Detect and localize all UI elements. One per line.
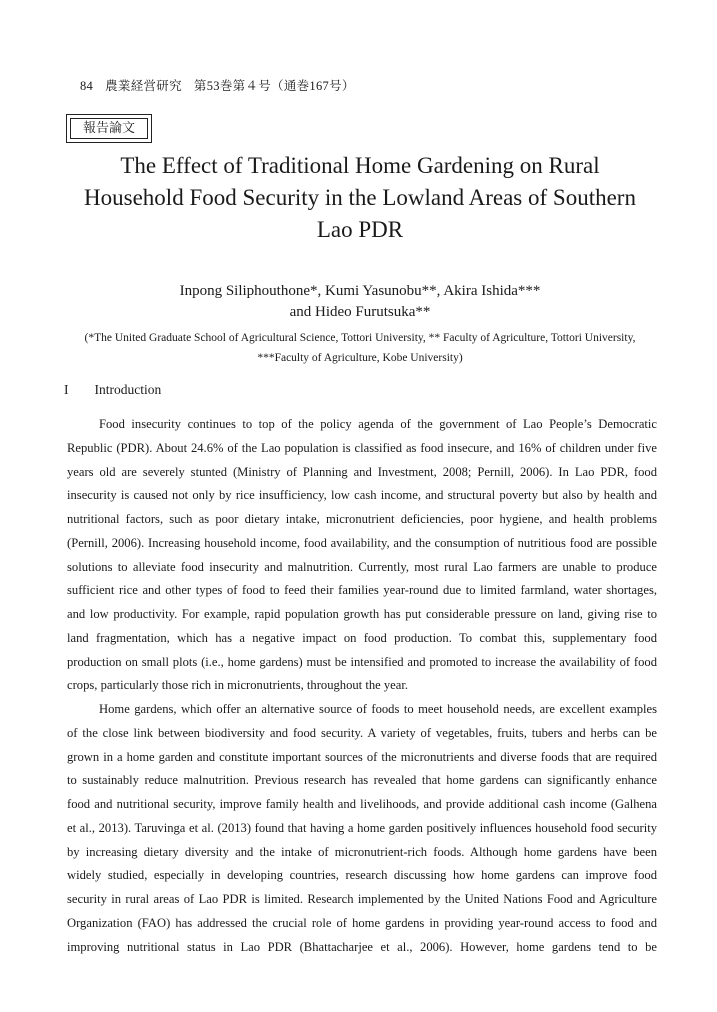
- body-text: [67, 414, 657, 960]
- text-line: production on small plots (i.e., home gardens) must be intensified and promoted to increase the availability of food: [67, 654, 657, 669]
- text-line: Republic (PDR). About 24.6% of the Lao population is classified as food insecure, and 16% of children under five: [67, 440, 657, 455]
- text-line: by increasing dietary diversity and the intake of micronutrient-rich foods. Although home gardens have been: [67, 844, 657, 859]
- text-line: food and nutritional security, improve family health and livelihoods, and provide additional cash income (Galhena: [67, 797, 657, 811]
- text-line: nutritional factors, such as poor dietary intake, micronutrient deficiencies, poor hygiene, and health problems: [67, 512, 657, 526]
- text-line: years old are severely stunted (Ministry of Planning and Investment, 2008; Pernill, 2006). In Lao PDR, food: [67, 464, 657, 479]
- text-line: (Pernill, 2006). Increasing household income, food availability, and the consumption of nutritious food are possible: [67, 535, 657, 550]
- page-number: 84: [80, 79, 94, 93]
- text-line: et al., 2013). Taruvinga et al. (2013) found that having a home garden positively influences household food security: [67, 820, 657, 835]
- paper-title: The Effect of Traditional Home Gardening on Rural Household Food Security in the Lowland Areas of Southern Lao PDR: [84, 153, 636, 242]
- running-header: [80, 76, 367, 94]
- text-line: widely studied, especially in developing countries, research discussing how home gardens can improve food: [67, 868, 657, 883]
- text-line: security in rural areas of Lao PDR is limited. Research implemented by the United Nations Food and Agriculture: [67, 892, 657, 906]
- text-line: Home gardens, which offer an alternative source of foods to meet household needs, are excellent examples: [99, 702, 657, 716]
- authors: Inpong Siliphouthone*, Kumi Yasunobu**, Akira Ishida*** and Hideo Furutsuka**: [179, 283, 541, 320]
- text-line: insecurity is caused not only by rice insufficiency, low cash income, and structural poverty but also by health and: [67, 488, 657, 503]
- text-line: solutions to alleviate food insecurity and malnutrition. Currently, most rural Lao farmers are unable to produce: [67, 559, 657, 574]
- affiliations: (*The United Graduate School of Agricultural Science, Tottori University, ** Faculty of Agriculture, Tottori University, ***Faculty of Agriculture, Kobe University): [84, 332, 636, 364]
- journal-name: 農業経営研究: [105, 79, 182, 93]
- text-line: to sustainably reduce malnutrition. Previous research has revealed that home gardens can significantly enhance: [67, 773, 657, 788]
- text-line: Food insecurity continues to top of the policy agenda of the government of Lao People’s Democratic: [99, 417, 657, 431]
- text-line: and low productivity. For example, rapid population growth has put considerable pressure on land, giving rise to: [67, 607, 657, 621]
- text-line: improving nutritional status in Lao PDR (Bhattacharjee et al., 2006). However, home gardens tend to be: [67, 939, 657, 954]
- text-line: of the close link between biodiversity and food security. A variety of vegetables, fruits, tubers and herbs can be: [67, 725, 657, 740]
- text-line: grown in a home garden and constitute important sources of the micronutrients and diverse foods that are required: [67, 749, 657, 764]
- issue-info: 第53巻第４号（通巻167号）: [193, 79, 355, 93]
- text-line: sufficient rice and other types of food to feed their families year-round due to limited farmland, water shortages,: [67, 583, 657, 598]
- section-heading: I Introduction: [64, 382, 162, 397]
- text-line: Organization (FAO) has addressed the crucial role of home gardens in providing year-round access to food and: [67, 915, 657, 930]
- text-line: crops, particularly those rich in micronutrients, throughout the year.: [67, 678, 408, 693]
- text-line: land fragmentation, which has a negative impact on food production. To combat this, supplementary food: [67, 630, 657, 645]
- article-type-badge: 報告論文: [66, 114, 152, 143]
